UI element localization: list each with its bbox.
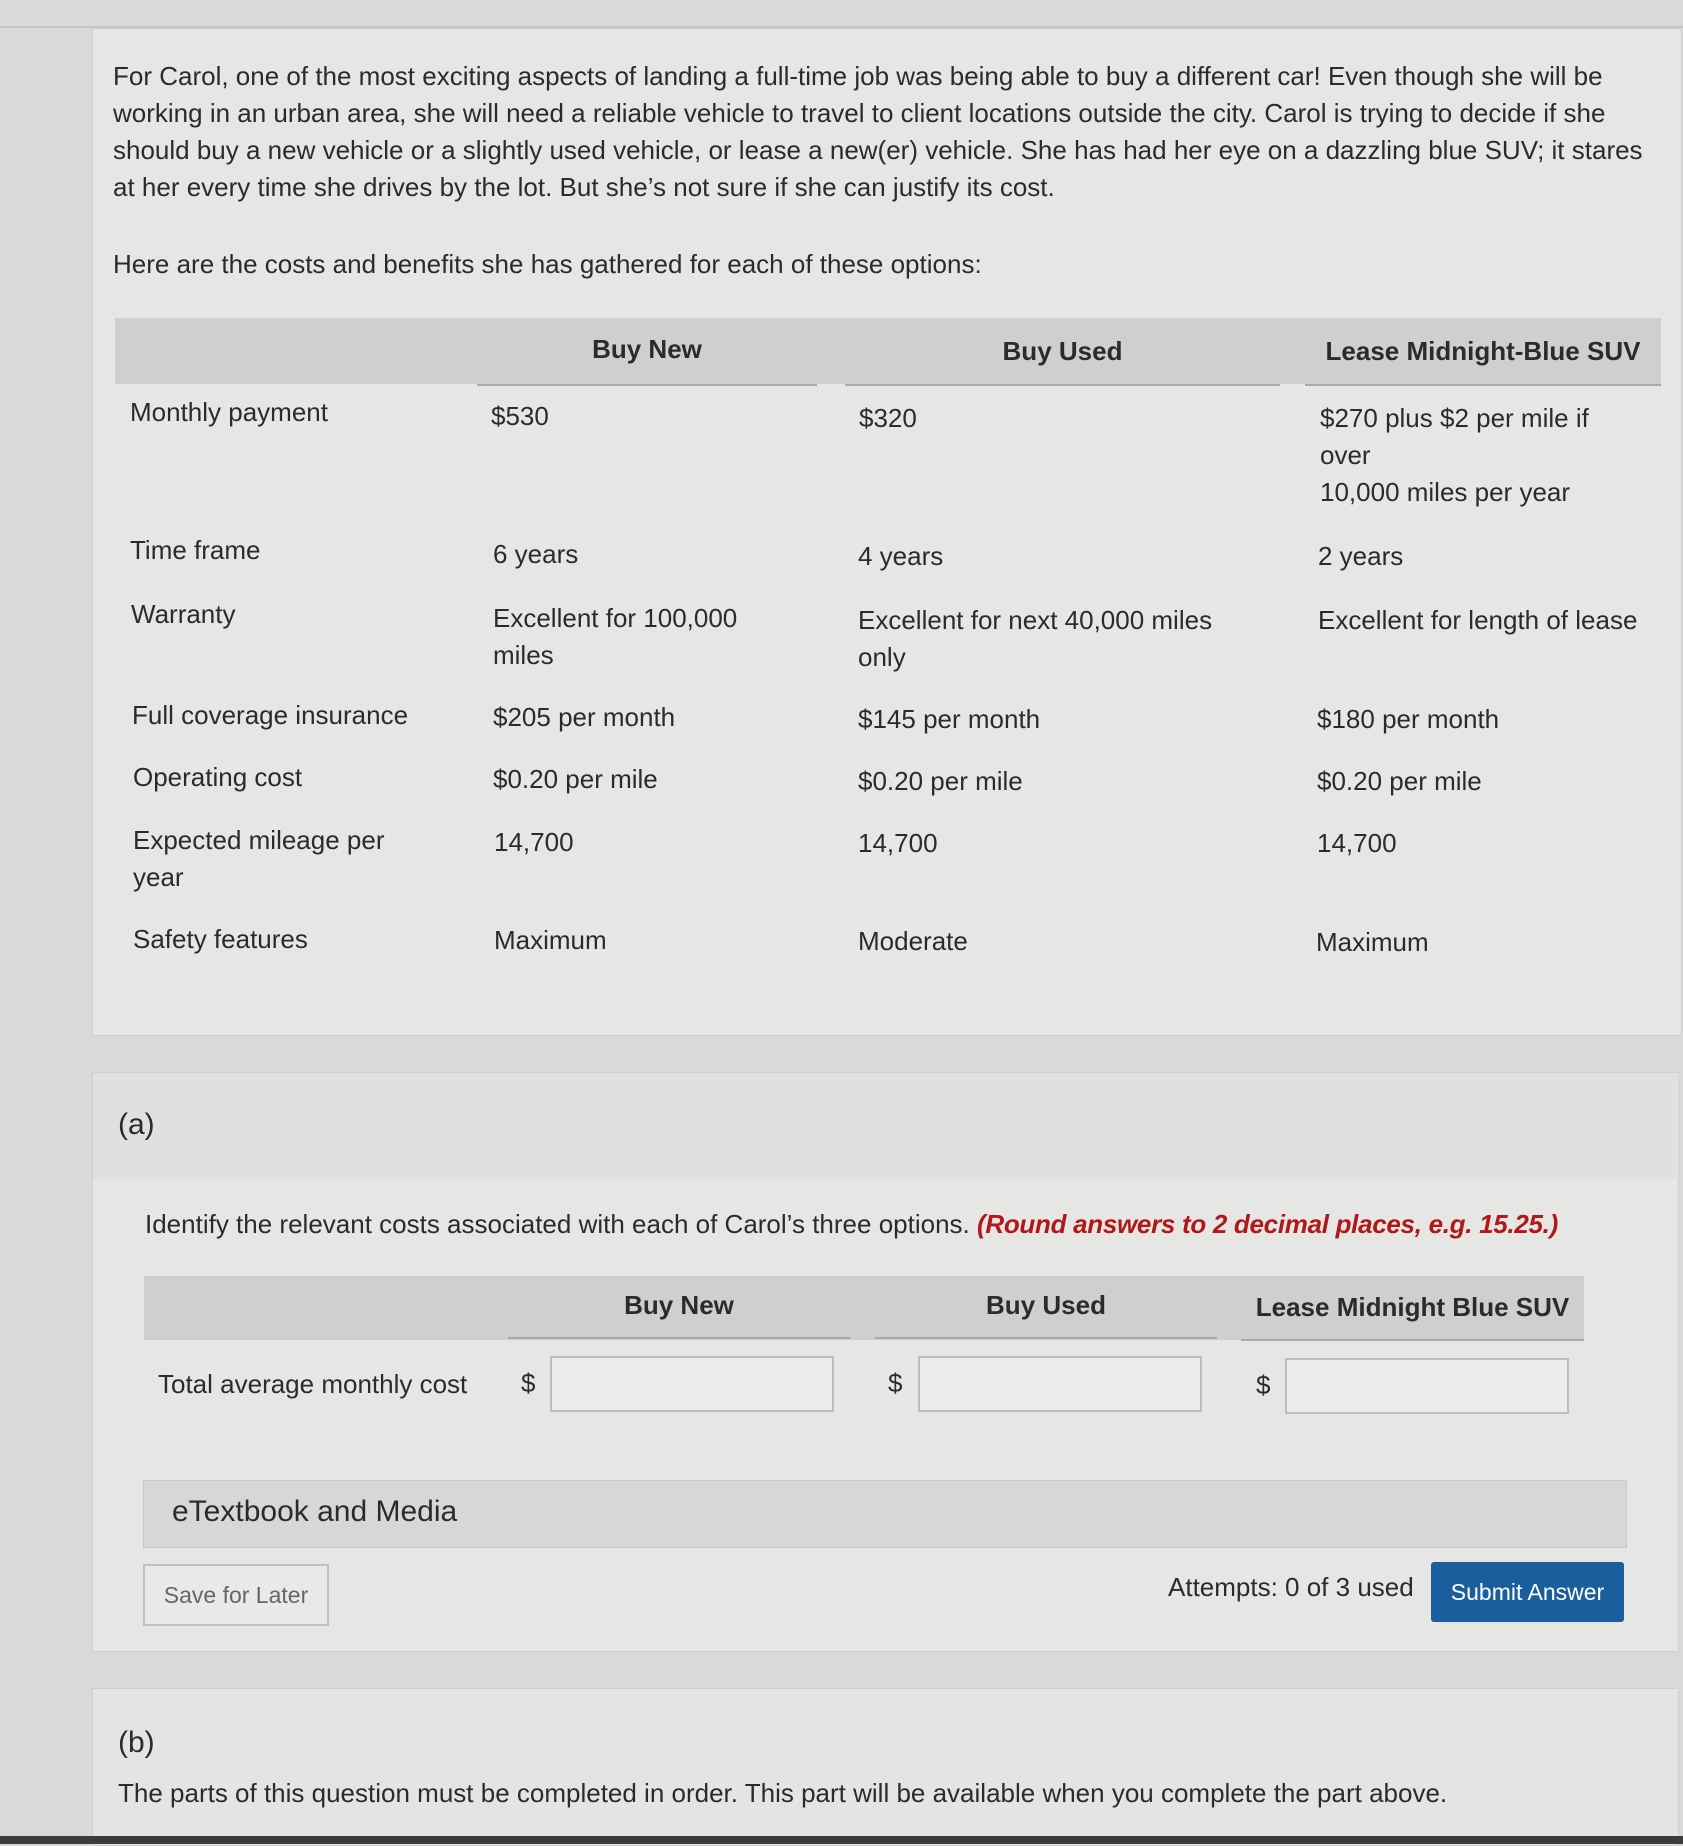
row-label: Safety features	[133, 924, 308, 954]
header-lease: Lease Midnight-Blue SUV	[1325, 336, 1641, 366]
submit-answer-button[interactable]: Submit Answer	[1431, 1562, 1624, 1622]
rounding-note: (Round answers to 2 decimal places, e.g. 15.25.)	[977, 1209, 1558, 1239]
table-cell: $0.20 per mile	[1317, 766, 1482, 796]
header-underline	[845, 384, 1280, 386]
table-cell: $180 per month	[1317, 704, 1500, 734]
lease-cost-input[interactable]	[1285, 1358, 1569, 1414]
part-b-label: (b)	[118, 1726, 155, 1759]
header-underline	[1305, 384, 1661, 386]
part-b-card	[92, 1688, 1679, 1846]
table-cell: $270 plus $2 per mile if over 10,000 miles per year	[1320, 403, 1589, 507]
save-for-later-button[interactable]: Save for Later	[143, 1564, 329, 1626]
table-cell: 2 years	[1318, 541, 1404, 571]
part-a-header-band	[93, 1073, 1677, 1179]
problem-lead: Here are the costs and benefits she has gathered for each of these options:	[113, 249, 982, 279]
table-cell: 6 years	[493, 539, 579, 569]
problem-intro: For Carol, one of the most exciting aspects of landing a full-time job was being able to buy a different car! Even though she will be working in an urban area, she will need a reliable vehicle to travel to client locations outside the city. Carol is trying to decide if she should buy a new vehicle or a slightly used vehicle, or lease a new(er) vehicle. She has had her eye on a dazzling blue SUV; it stares at her every time she drives by the lot. But she’s not sure if she can justify its cost.	[113, 61, 1643, 202]
answer-header-buy-used: Buy Used	[986, 1290, 1106, 1320]
table-cell: $0.20 per mile	[858, 766, 1023, 796]
answer-row-label: Total average monthly cost	[158, 1369, 468, 1399]
currency-symbol: $	[521, 1368, 536, 1398]
header-underline	[477, 384, 817, 386]
etextbook-label: eTextbook and Media	[172, 1495, 458, 1528]
table-cell: $145 per month	[858, 704, 1041, 734]
table-cell: Excellent for next 40,000 miles only	[858, 605, 1213, 672]
row-label: Full coverage insurance	[132, 700, 409, 730]
table-cell: $205 per month	[493, 702, 676, 732]
table-cell: $320	[859, 403, 917, 433]
table-cell: Moderate	[858, 926, 968, 956]
row-label: Time frame	[130, 535, 261, 565]
row-label: Expected mileage per year	[133, 825, 385, 892]
table-cell: 14,700	[494, 827, 574, 857]
answer-header-buy-new: Buy New	[624, 1290, 734, 1320]
header-buy-new: Buy New	[592, 334, 702, 364]
answer-header-lease: Lease Midnight Blue SUV	[1255, 1292, 1570, 1322]
currency-symbol: $	[1256, 1370, 1271, 1400]
table-cell: 14,700	[1317, 828, 1397, 858]
currency-symbol: $	[888, 1368, 903, 1398]
table-cell: Maximum	[494, 925, 607, 955]
answer-header-underline	[508, 1337, 850, 1339]
header-buy-used: Buy Used	[1002, 336, 1123, 366]
table-cell: 14,700	[858, 828, 938, 858]
row-label: Warranty	[131, 599, 236, 629]
bottom-edge	[0, 1836, 1683, 1844]
part-a-label: (a)	[118, 1108, 155, 1141]
answer-header-underline	[1241, 1339, 1584, 1341]
attempts-counter: Attempts: 0 of 3 used	[1168, 1572, 1414, 1602]
row-label: Operating cost	[133, 762, 303, 792]
table-cell: Excellent for length of lease	[1318, 605, 1638, 635]
instruction-text: Identify the relevant costs associated with each of Carol’s three options.	[145, 1209, 970, 1239]
part-b-message: The parts of this question must be completed in order. This part will be available when you complete the part above.	[118, 1778, 1448, 1808]
table-cell: $0.20 per mile	[493, 764, 658, 794]
table-cell: $530	[491, 401, 549, 431]
table-cell: Excellent for 100,000 miles	[493, 603, 738, 670]
part-a-instruction	[145, 1206, 1558, 1243]
buy-new-cost-input[interactable]	[550, 1356, 834, 1412]
table-cell: Maximum	[1316, 927, 1429, 957]
table-cell: 4 years	[858, 541, 944, 571]
answer-header-underline	[875, 1337, 1217, 1339]
row-label: Monthly payment	[130, 397, 328, 427]
etextbook-bar[interactable]	[143, 1480, 1627, 1548]
buy-used-cost-input[interactable]	[918, 1356, 1202, 1412]
